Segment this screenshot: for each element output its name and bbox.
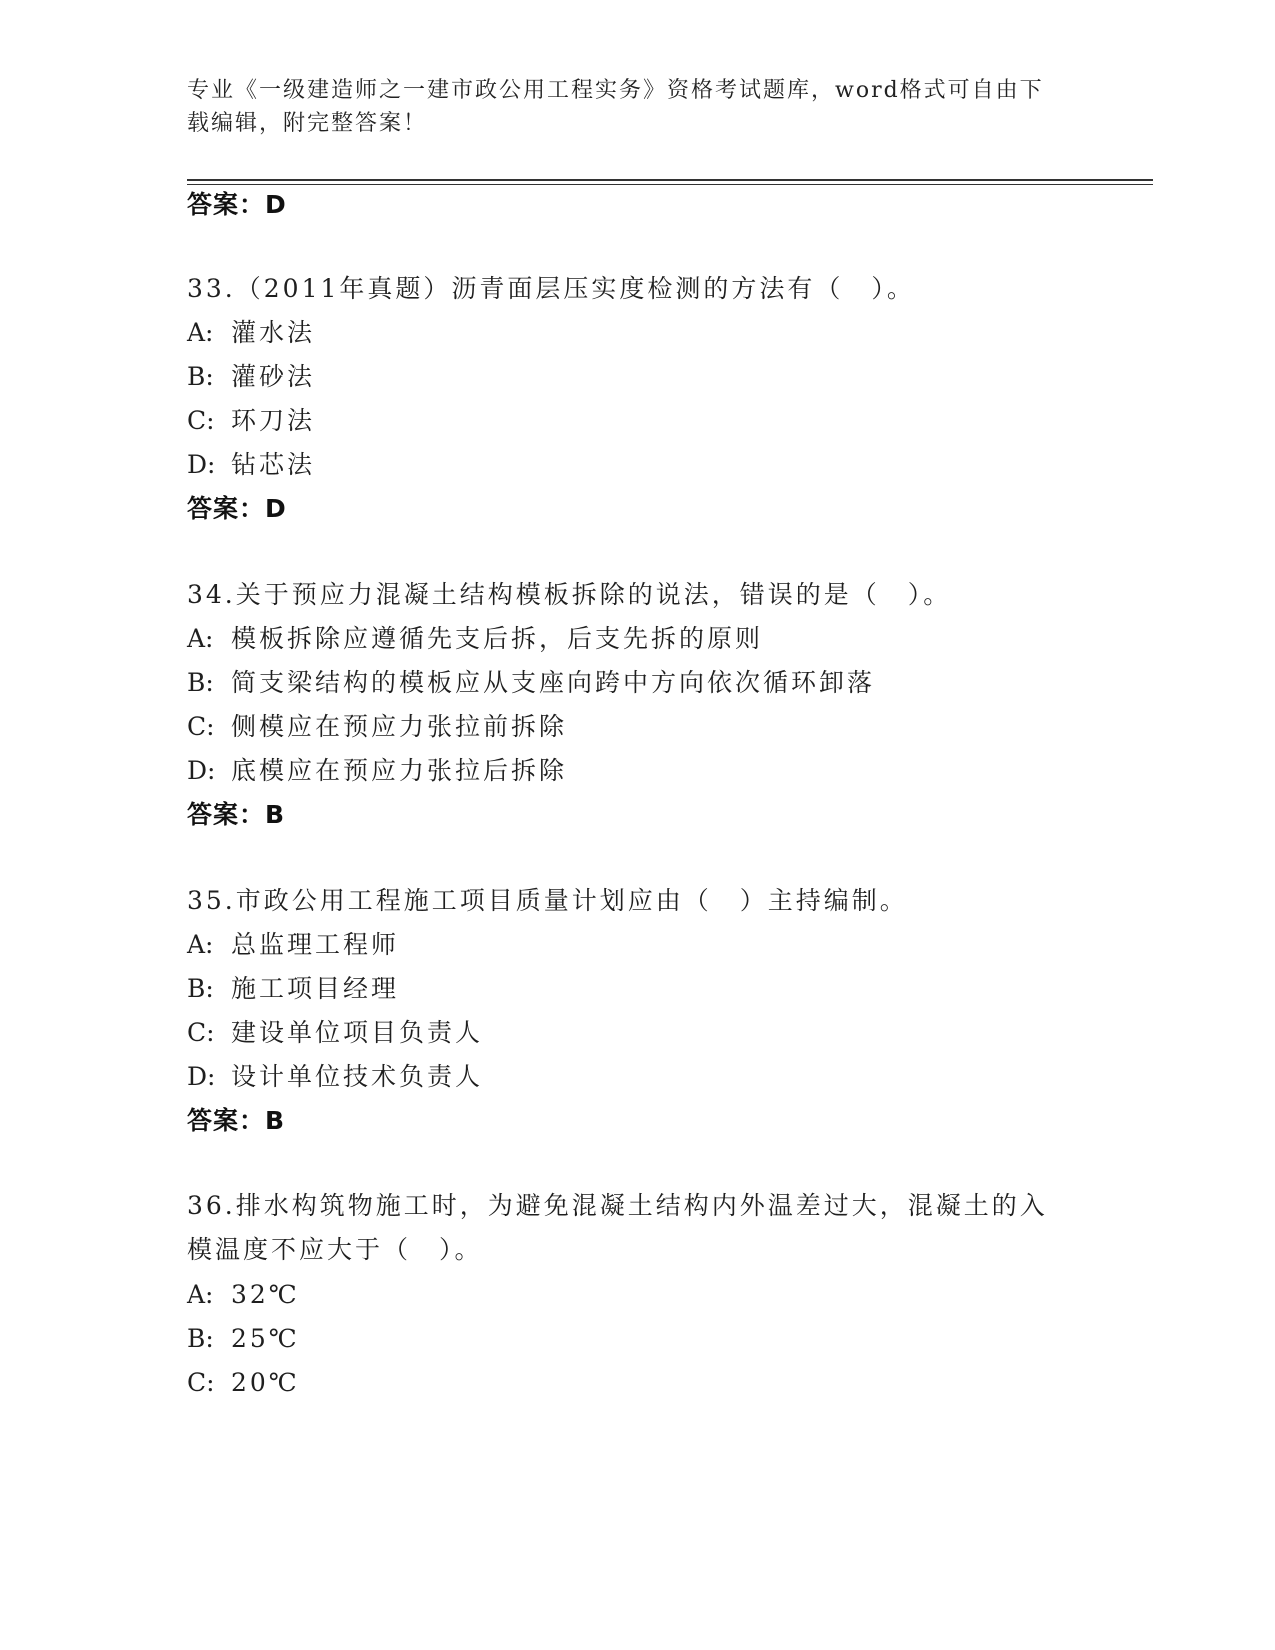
- option-text: 建设单位项目负责人: [231, 1018, 484, 1047]
- option-item: [187, 1016, 483, 1050]
- question-stem: 34.关于预应力混凝土结构模板拆除的说法，错误的是（ ）。: [187, 580, 952, 609]
- answer-line: 答案：D: [187, 494, 287, 523]
- option-letter: C:: [187, 1368, 215, 1397]
- option-item: [187, 666, 875, 700]
- option-letter: B:: [187, 362, 214, 391]
- option-letter: A:: [187, 1280, 214, 1309]
- option-text: 灌水法: [231, 318, 316, 347]
- option-item: [187, 1278, 300, 1312]
- header-rule-thick: [187, 179, 1153, 181]
- option-item: [187, 622, 763, 656]
- option-letter: B:: [187, 974, 214, 1003]
- option-text: 25℃: [231, 1324, 300, 1353]
- option-text: 灌砂法: [231, 362, 316, 391]
- option-letter: C:: [187, 712, 215, 741]
- option-letter: A:: [187, 930, 214, 959]
- option-item: [187, 360, 315, 394]
- option-text: 简支梁结构的模板应从支座向跨中方向依次循环卸落: [231, 668, 876, 697]
- question-stem: 35.市政公用工程施工项目质量计划应由（ ）主持编制。: [187, 886, 908, 915]
- question-stem: 36.排水构筑物施工时，为避免混凝土结构内外温差过大，混凝土的入模温度不应大于（ ）。: [187, 1191, 1048, 1264]
- option-letter: D:: [187, 450, 216, 479]
- option-item: [187, 1366, 300, 1400]
- option-item: [187, 1322, 300, 1356]
- option-item: [187, 972, 399, 1006]
- option-letter: B:: [187, 1324, 214, 1353]
- option-item: [187, 1060, 483, 1094]
- header-rule-thin: [187, 184, 1153, 185]
- question-stem: 33.（2011年真题）沥青面层压实度检测的方法有（ ）。: [187, 274, 915, 303]
- option-text: 模板拆除应遵循先支后拆，后支先拆的原则: [231, 624, 764, 653]
- option-item: [187, 710, 567, 744]
- option-text: 施工项目经理: [231, 974, 400, 1003]
- option-letter: A:: [187, 624, 214, 653]
- answer-line: 答案：B: [187, 800, 286, 829]
- option-letter: C:: [187, 406, 215, 435]
- option-text: 侧模应在预应力张拉前拆除: [231, 712, 568, 741]
- option-text: 设计单位技术负责人: [231, 1062, 484, 1091]
- option-letter: C:: [187, 1018, 215, 1047]
- page-header: 专业《一级建造师之一建市政公用工程实务》资格考试题库，word格式可自由下载编辑，附完整答案！: [187, 78, 1044, 136]
- option-item: [187, 316, 315, 350]
- option-letter: D:: [187, 756, 216, 785]
- answer-line: 答案：B: [187, 1106, 286, 1135]
- option-letter: D:: [187, 1062, 216, 1091]
- option-letter: A:: [187, 318, 214, 347]
- option-text: 底模应在预应力张拉后拆除: [231, 756, 568, 785]
- option-item: [187, 404, 315, 438]
- option-item: [187, 448, 315, 482]
- option-text: 环刀法: [231, 406, 316, 435]
- option-item: [187, 928, 399, 962]
- option-text: 总监理工程师: [231, 930, 400, 959]
- option-text: 钻芯法: [231, 450, 316, 479]
- option-text: 32℃: [231, 1280, 300, 1309]
- option-text: 20℃: [231, 1368, 300, 1397]
- option-item: [187, 754, 567, 788]
- option-letter: B:: [187, 668, 214, 697]
- answer-line: 答案：D: [187, 190, 287, 219]
